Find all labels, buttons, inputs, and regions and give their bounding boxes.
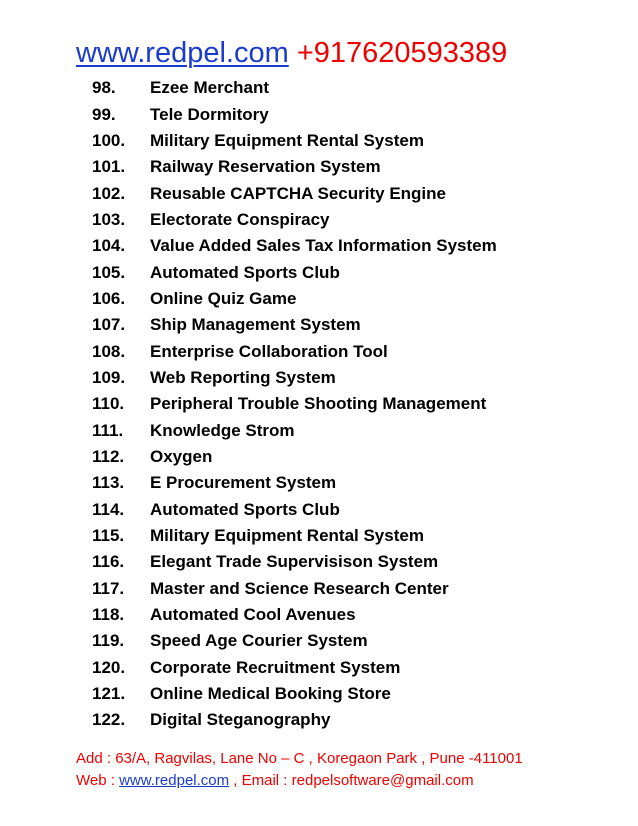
footer-website-link[interactable]: www.redpel.com <box>119 772 230 789</box>
item-name: Web Reporting System <box>150 367 336 387</box>
list-item <box>92 444 497 470</box>
item-number: 121. <box>92 684 126 704</box>
item-number: 98. <box>92 78 116 98</box>
item-number: 103. <box>92 209 126 229</box>
list-item <box>92 154 497 180</box>
item-number: 115. <box>92 526 125 546</box>
item-name: Speed Age Courier System <box>150 631 368 651</box>
list-item <box>92 576 497 602</box>
item-name: Automated Cool Avenues <box>150 605 356 625</box>
item-number: 107. <box>92 315 126 335</box>
item-name: Online Medical Booking Store <box>150 684 391 704</box>
item-number: 119. <box>92 631 125 651</box>
item-number: 102. <box>92 183 126 203</box>
footer-address: Add : 63/A, Ragvilas, Lane No – C , Koregaon Park , Pune -411001 <box>76 750 523 767</box>
footer-web-line <box>76 770 523 792</box>
list-item <box>92 365 497 391</box>
item-name: Electorate Conspiracy <box>150 209 330 229</box>
website-link[interactable]: www.redpel.com <box>76 37 289 69</box>
list-item <box>92 655 497 681</box>
footer-email: , Email : redpelsoftware@gmail.com <box>229 772 474 789</box>
item-number: 122. <box>92 710 126 730</box>
list-item <box>92 75 497 101</box>
item-name: Ship Management System <box>150 315 361 335</box>
item-name: Elegant Trade Supervisison System <box>150 552 439 572</box>
item-name: Corporate Recruitment System <box>150 657 401 677</box>
phone-number: +917620593389 <box>296 37 508 69</box>
list-item <box>92 233 497 259</box>
item-name: Peripheral Trouble Shooting Management <box>150 394 487 414</box>
project-list <box>92 75 497 734</box>
list-item <box>92 497 497 523</box>
list-item <box>92 338 497 364</box>
item-number: 105. <box>92 262 126 282</box>
list-item <box>92 207 497 233</box>
list-item <box>92 628 497 654</box>
item-number: 113. <box>92 473 125 493</box>
item-name: E Procurement System <box>150 473 337 493</box>
item-number: 101. <box>92 157 126 177</box>
list-item <box>92 417 497 443</box>
item-number: 100. <box>92 130 126 150</box>
list-item <box>92 259 497 285</box>
item-number: 117. <box>92 578 125 598</box>
item-number: 106. <box>92 288 126 308</box>
item-number: 111. <box>92 420 124 440</box>
list-item <box>92 470 497 496</box>
list-item <box>92 523 497 549</box>
list-item <box>92 391 497 417</box>
item-name: Automated Sports Club <box>150 262 340 282</box>
page-header <box>76 36 507 71</box>
item-name: Knowledge Strom <box>150 420 295 440</box>
item-number: 99. <box>92 104 116 124</box>
item-name: Digital Steganography <box>150 710 331 730</box>
footer-web-prefix: Web : <box>76 772 120 789</box>
item-number: 108. <box>92 341 126 361</box>
list-item <box>92 128 497 154</box>
item-number: 116. <box>92 552 125 572</box>
item-name: Value Added Sales Tax Information System <box>150 236 497 256</box>
header-separator <box>289 37 297 69</box>
item-name: Military Equipment Rental System <box>150 526 424 546</box>
list-item <box>92 602 497 628</box>
list-item <box>92 286 497 312</box>
item-name: Tele Dormitory <box>150 104 269 124</box>
item-name: Oxygen <box>150 446 213 466</box>
item-name: Online Quiz Game <box>150 288 297 308</box>
list-item <box>92 707 497 733</box>
item-name: Automated Sports Club <box>150 499 340 519</box>
list-item <box>92 549 497 575</box>
item-name: Military Equipment Rental System <box>150 130 424 150</box>
list-item <box>92 180 497 206</box>
item-name: Master and Science Research Center <box>150 578 449 598</box>
item-name: Ezee Merchant <box>150 78 270 98</box>
list-item <box>92 101 497 127</box>
list-item <box>92 312 497 338</box>
item-number: 118. <box>92 605 125 625</box>
item-number: 120. <box>92 657 126 677</box>
item-number: 104. <box>92 236 126 256</box>
item-number: 112. <box>92 446 125 466</box>
item-number: 109. <box>92 367 126 387</box>
item-name: Reusable CAPTCHA Security Engine <box>150 183 446 203</box>
item-name: Enterprise Collaboration Tool <box>150 341 388 361</box>
list-item <box>92 681 497 707</box>
item-name: Railway Reservation System <box>150 157 381 177</box>
page-footer <box>76 748 523 792</box>
item-number: 114. <box>92 499 125 519</box>
item-number: 110. <box>92 394 125 414</box>
